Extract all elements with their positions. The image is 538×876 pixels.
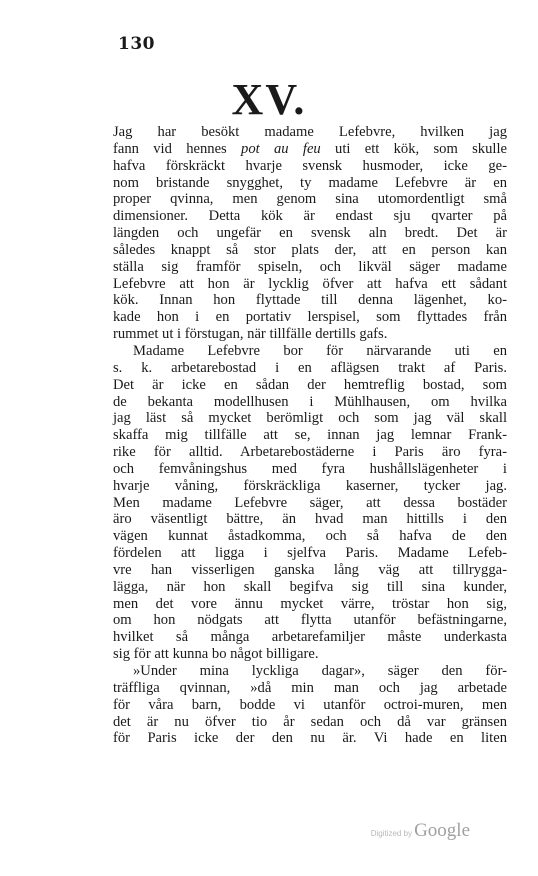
- text-line: vägen kunnat åstadkomma, och så hafva de den: [113, 528, 507, 545]
- text-line: nom bristande snygghet, ty madame Lefebvre är en: [113, 174, 507, 191]
- text-line: hvilket så många arbetarefamiljer måste underkasta: [113, 629, 507, 646]
- text-line: således knappt så stor plats der, att en person kan: [113, 241, 507, 258]
- text-line: Lefebvre att hon är lycklig öfver att hafva ett sådant: [113, 275, 507, 292]
- text-line: kade hon i en portativ lerspisel, som flyttades från: [113, 309, 507, 326]
- text-line: kök. Innan hon flyttade till denna lägenhet, ko-: [113, 292, 507, 309]
- paragraph: [113, 124, 507, 343]
- text-line: ställa sig framför spiseln, och likväl säger madame: [113, 258, 507, 275]
- text-line: proper qvinna, men genom sina utomordentligt små: [113, 191, 507, 208]
- google-logo-icon: Google: [414, 820, 470, 841]
- text-line: Madame Lefebvre bor för närvarande uti en: [133, 342, 507, 359]
- chapter-heading: XV.: [231, 75, 307, 124]
- watermark-prefix: Digitized by: [370, 829, 413, 838]
- text-line: om hon nödgats att flytta utanför befästningarne,: [113, 612, 507, 629]
- text-line: Jag har besökt madame Lefebvre, hvilken jag: [113, 124, 507, 140]
- text-line: s. k. arbetarebostad i en aflägsen trakt af Paris.: [113, 359, 507, 376]
- text-line: de bekanta modellhusen i Mühlhausen, om hvilka: [113, 393, 507, 410]
- text-line: jag läst så mycket berömligt och som jag väl skall: [113, 410, 507, 427]
- text-line: dimensioner. Detta kök är endast sju qvarter på: [113, 208, 507, 225]
- text-line: sig för att kunna bo något billigare.: [113, 646, 319, 663]
- text-line: fördelen att ligga i sjelfva Paris. Madame Lefeb-: [113, 545, 507, 562]
- text-line: Men madame Lefebvre säger, att dessa bostäder: [113, 494, 507, 511]
- text-line: fann vid hennes pot au feu uti ett kök, som skulle: [113, 140, 507, 157]
- text-line: lägga, när hon skall begifva sig till sina kunder,: [113, 578, 507, 595]
- paragraph: [113, 343, 507, 663]
- text-line: och femvåningshus med fyra hushållslägenheter i: [113, 460, 507, 477]
- text-line: Det är icke en sådan der hemtreflig bostad, som: [113, 376, 507, 393]
- text-line: vre han visserligen ganska lång väg att tillrygga-: [113, 561, 507, 578]
- google-watermark: [371, 820, 470, 842]
- text-line: skaffa mig tillfälle att se, innan jag lemnar Frank-: [113, 427, 507, 444]
- text-line: äro väsentligt bättre, än hvad man hittills i den: [113, 511, 507, 528]
- paragraph: [113, 663, 507, 747]
- text-line: för Paris icke der den nu är. Vi hade en liten: [113, 730, 507, 747]
- text-line: det är nu öfver tio år sedan och då var gränsen: [113, 713, 507, 730]
- text-line: träffliga qvinnan, »då min man och jag arbetade: [113, 679, 507, 696]
- text-line: »Under mina lyckliga dagar», säger den för-: [133, 663, 507, 679]
- text-line: rike för alltid. Arbetarebostäderne i Paris äro fyra-: [113, 444, 507, 461]
- text-line: för våra barn, bodde vi utanför octroi-muren, men: [113, 696, 507, 713]
- text-line: men det vore ännu mycket värre, tröstar hon sig,: [113, 595, 507, 612]
- text-line: längden och ungefär en svensk aln bredt. Det är: [113, 225, 507, 242]
- italic-phrase: pot au feu: [241, 140, 321, 157]
- text-line: hafva förskräckt hvarje svensk husmoder, icke ge-: [113, 157, 507, 174]
- page-number: 130: [118, 34, 155, 54]
- body-text: [113, 124, 507, 747]
- text-line: hvarje våning, förskräckliga kaserner, tycker jag.: [113, 477, 507, 494]
- text-line: rummet ut i förstugan, när tillfälle dertills gafs.: [113, 326, 388, 343]
